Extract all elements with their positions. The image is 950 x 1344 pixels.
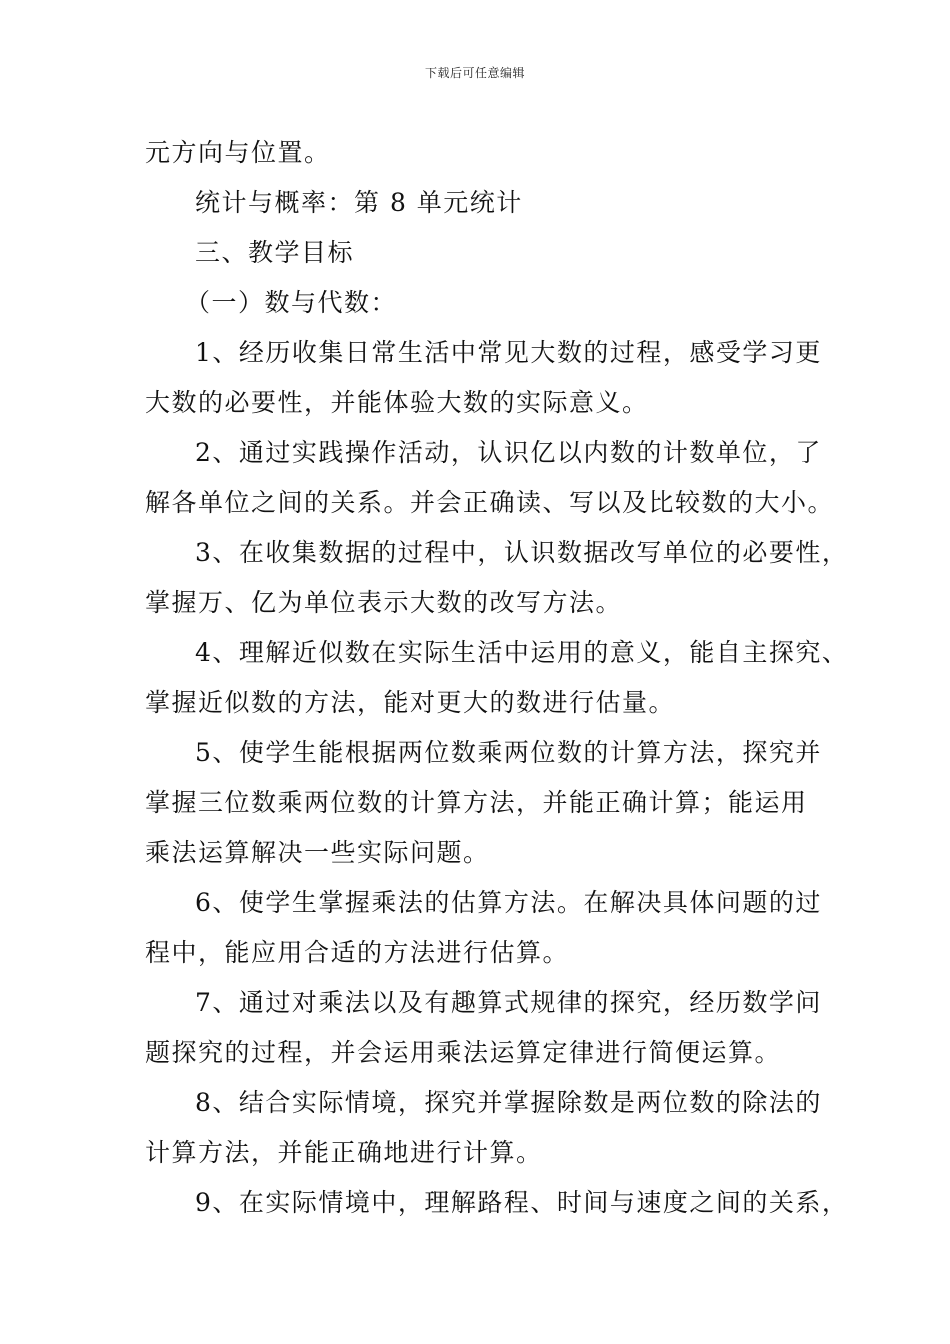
- subsection-heading: （一）数与代数：: [185, 288, 398, 317]
- paragraph-line: 解各单位之间的关系。并会正确读、写以及比较数的大小。: [145, 488, 835, 517]
- paragraph-line: 大数的必要性，并能体验大数的实际意义。: [145, 388, 649, 417]
- paragraph-line: 计算方法，并能正确地进行计算。: [145, 1138, 543, 1167]
- section-heading: 三、教学目标: [195, 238, 355, 267]
- paragraph-line: 题探究的过程，并会运用乘法运算定律进行简便运算。: [145, 1038, 782, 1067]
- paragraph-line: 统计与概率：第 8 单元统计: [195, 188, 523, 217]
- paragraph-line: 掌握万、亿为单位表示大数的改写方法。: [145, 588, 623, 617]
- paragraph-line: 掌握近似数的方法，能对更大的数进行估量。: [145, 688, 676, 717]
- paragraph-line: 2、通过实践操作活动，认识亿以内数的计数单位，了: [195, 438, 822, 467]
- paragraph-line: 1、经历收集日常生活中常见大数的过程，感受学习更: [195, 338, 822, 367]
- paragraph-line: 9、在实际情境中，理解路程、时间与速度之间的关系，: [195, 1188, 849, 1217]
- paragraph-line: 元方向与位置。: [145, 138, 331, 167]
- paragraph-line: 8、结合实际情境，探究并掌握除数是两位数的除法的: [195, 1088, 822, 1117]
- page-header: 下载后可任意编辑: [424, 66, 525, 80]
- paragraph-line: 5、使学生能根据两位数乘两位数的计算方法，探究并: [195, 738, 822, 767]
- paragraph-line: 7、通过对乘法以及有趣算式规律的探究，经历数学问: [195, 988, 822, 1017]
- paragraph-line: 4、理解近似数在实际生活中运用的意义，能自主探究、: [195, 638, 849, 667]
- paragraph-line: 程中，能应用合适的方法进行估算。: [145, 938, 570, 967]
- paragraph-line: 掌握三位数乘两位数的计算方法，并能正确计算；能运用: [145, 788, 808, 817]
- paragraph-line: 乘法运算解决一些实际问题。: [145, 838, 490, 867]
- paragraph-line: 6、使学生掌握乘法的估算方法。在解决具体问题的过: [195, 888, 822, 917]
- paragraph-line: 3、在收集数据的过程中，认识数据改写单位的必要性，: [195, 538, 849, 567]
- document-body: [145, 128, 849, 1228]
